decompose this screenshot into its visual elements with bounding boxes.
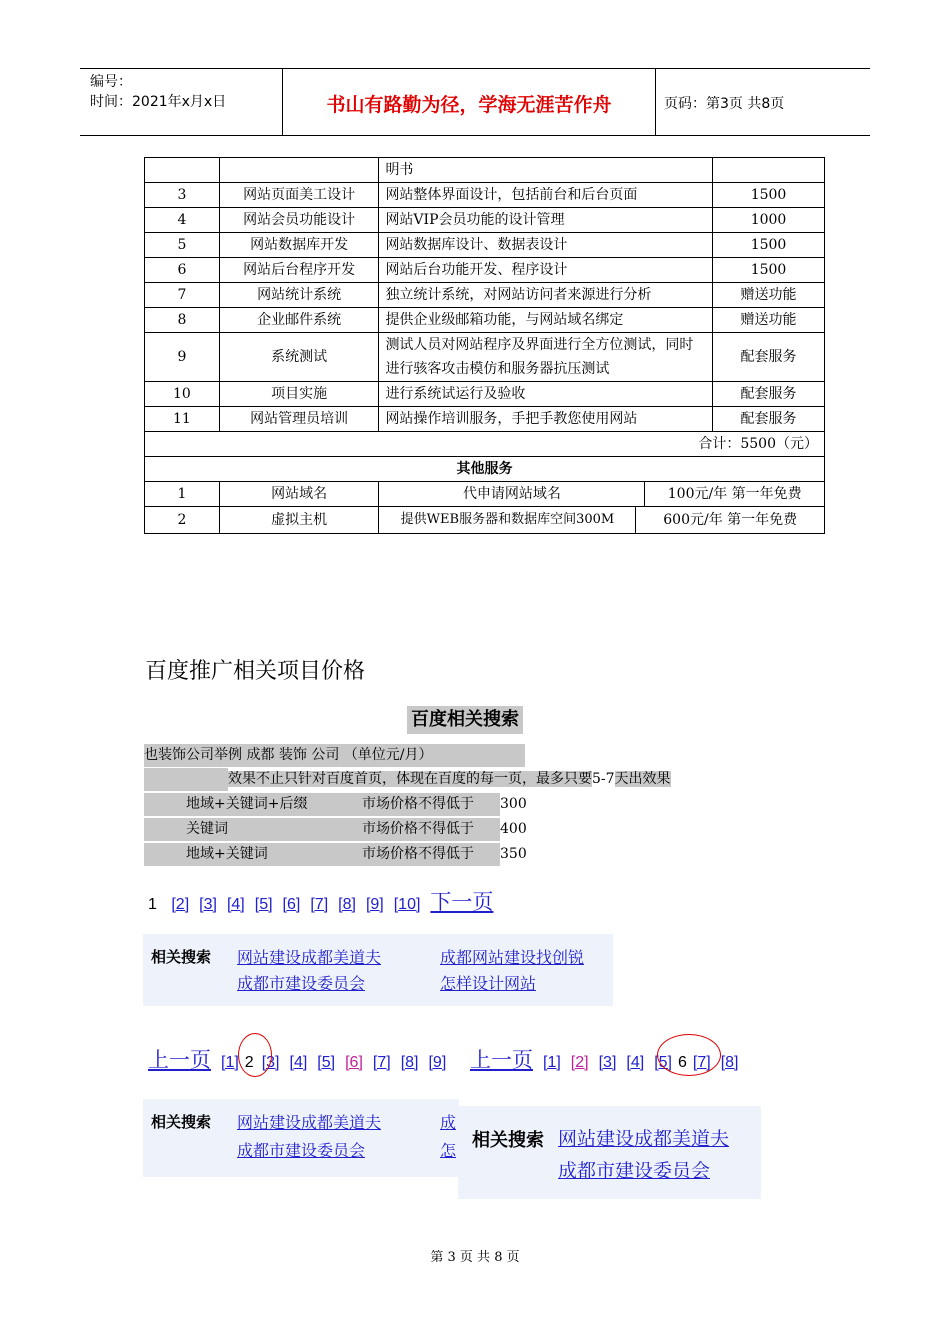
price-text: 市场价格不得低于	[362, 796, 474, 812]
table-row	[145, 308, 825, 333]
price-line	[144, 818, 527, 841]
row-desc: 提供企业级邮箱功能，与网站域名绑定	[379, 308, 713, 333]
header-page-number: 页码：第3页 共8页	[664, 96, 785, 112]
row-no: 3	[145, 183, 220, 208]
effect-line	[144, 768, 671, 791]
related-link[interactable]: 怎样设计网站	[440, 974, 537, 993]
row-name: 虚拟主机	[219, 507, 379, 534]
pager-link[interactable]: [1]	[543, 1054, 561, 1071]
table-row	[145, 507, 825, 534]
page-footer: 第 3 页 共 8 页	[430, 1250, 520, 1265]
table-row	[145, 333, 825, 382]
row-desc: 测试人员对网站程序及界面进行全方位测试，同时进行骇客攻击模仿和服务器抗压测试	[379, 333, 713, 382]
pager-link[interactable]: [6]	[282, 896, 301, 913]
row-desc: 网站整体界面设计，包括前台和后台页面	[379, 183, 713, 208]
row-price: 100元/年 第一年免费	[667, 486, 802, 502]
related-link[interactable]: 成都市建设委员会	[237, 974, 366, 993]
table-total-row	[145, 432, 825, 457]
row-no: 2	[145, 507, 220, 534]
pager-link[interactable]: [5]	[654, 1054, 672, 1071]
header-top-rule	[80, 68, 870, 69]
related-search-label: 相关搜索	[151, 948, 212, 966]
price-text: 市场价格不得低于	[362, 846, 474, 862]
pager-link[interactable]: [8]	[720, 1054, 739, 1071]
row-desc: 网站操作培训服务，手把手教您使用网站	[379, 407, 713, 432]
row-price: 600元/年 第一年免费	[663, 512, 798, 528]
price-text: 市场价格不得低于	[362, 821, 474, 837]
row-no: 8	[145, 308, 220, 333]
row-desc: 进行系统试运行及验收	[379, 382, 713, 407]
row-name	[219, 158, 379, 183]
other-services-title: 其他服务	[145, 457, 825, 482]
pager-link[interactable]: [5]	[254, 896, 273, 913]
other-services-header	[145, 457, 825, 482]
row-price: 1000	[713, 208, 825, 233]
row-no	[145, 158, 220, 183]
pager-current: 6	[677, 1054, 687, 1071]
pager-current: 1	[148, 896, 157, 913]
related-search-label: 相关搜索	[151, 1113, 212, 1131]
effect-days: 5-7	[592, 771, 615, 787]
related-link-clipped[interactable]: 怎	[440, 1141, 457, 1160]
price-line	[144, 793, 527, 816]
row-price: 配套服务	[713, 382, 825, 407]
table-row	[145, 283, 825, 308]
row-name: 项目实施	[219, 382, 379, 407]
table-row	[145, 233, 825, 258]
example-line: 也装饰公司举例 成都 装饰 公司 （单位元/月）	[144, 744, 525, 767]
pager-link[interactable]: [4]	[226, 896, 245, 913]
related-link-clipped[interactable]: 成	[440, 1113, 457, 1132]
table-row	[145, 258, 825, 283]
pager-link[interactable]: [10]	[393, 896, 421, 913]
table-row	[145, 208, 825, 233]
table-row	[145, 158, 825, 183]
related-search-box-3	[458, 1106, 761, 1199]
header-meta	[90, 72, 226, 112]
row-no: 10	[145, 382, 220, 407]
row-desc-price	[379, 507, 825, 534]
pager-link[interactable]: [9]	[428, 1054, 447, 1071]
price-label: 关键词	[186, 821, 228, 837]
row-name: 系统测试	[219, 333, 379, 382]
pager-1	[148, 886, 503, 916]
header-divider-1	[282, 68, 283, 136]
pager-link[interactable]: [7]	[372, 1054, 391, 1071]
row-desc: 代申请网站域名	[379, 482, 645, 506]
table-row	[145, 183, 825, 208]
pager-link[interactable]: [6]	[345, 1054, 363, 1071]
number-label: 编号：	[90, 74, 132, 90]
header-motto: 书山有路勤为径，学海无涯苦作舟	[326, 94, 612, 116]
pager-link[interactable]: [2]	[570, 1054, 589, 1071]
pager-2	[148, 1044, 458, 1074]
row-desc: 网站数据库设计、数据表设计	[379, 233, 713, 258]
related-link[interactable]: 网站建设成都美道夫	[558, 1128, 730, 1150]
row-price: 1500	[713, 183, 825, 208]
pager-link[interactable]: [1]	[221, 1054, 239, 1071]
price-label: 地域+关键词+后缀	[186, 796, 308, 812]
pager-link[interactable]: [4]	[289, 1054, 308, 1071]
pager-link[interactable]: [7]	[310, 896, 329, 913]
sub-title: 百度相关搜索	[407, 706, 523, 734]
row-desc-price	[379, 482, 825, 507]
row-name: 网站数据库开发	[219, 233, 379, 258]
row-price: 赠送功能	[713, 283, 825, 308]
section-title: 百度推广相关项目价格	[145, 659, 366, 684]
pager-current: 2	[244, 1054, 254, 1071]
price-value: 400	[500, 821, 527, 837]
row-no: 4	[145, 208, 220, 233]
related-search-box-2	[143, 1099, 459, 1177]
effect-text-end: 天出效果	[614, 771, 671, 787]
row-price: 1500	[713, 258, 825, 283]
row-name: 网站后台程序开发	[219, 258, 379, 283]
time-label: 时间：2021年x月x日	[90, 94, 227, 110]
row-no: 1	[145, 482, 220, 507]
row-name: 网站管理员培训	[219, 407, 379, 432]
header-divider-2	[655, 68, 656, 136]
pager-link[interactable]: [8]	[338, 896, 356, 913]
row-desc: 独立统计系统，对网站访问者来源进行分析	[379, 283, 713, 308]
row-price: 配套服务	[713, 407, 825, 432]
price-label: 地域+关键词	[186, 846, 268, 862]
related-link[interactable]: 成都网站建设找创锐	[440, 948, 585, 967]
row-name: 网站域名	[219, 482, 379, 507]
header-bottom-rule	[80, 135, 870, 136]
price-table	[144, 157, 825, 534]
related-link[interactable]: 网站建设成都美道夫	[237, 948, 382, 967]
pager-link[interactable]: [3]	[261, 1054, 280, 1071]
row-no: 6	[145, 258, 220, 283]
pager-link[interactable]: [3]	[598, 1054, 617, 1071]
row-no: 5	[145, 233, 220, 258]
highlight-circle	[657, 1034, 721, 1076]
pager-link[interactable]: [7]	[692, 1054, 711, 1071]
row-name: 网站统计系统	[219, 283, 379, 308]
row-price: 配套服务	[713, 333, 825, 382]
highlight-circle	[238, 1033, 272, 1077]
effect-text: 效果不止只针对百度首页，体现在百度的每一页，最多只要	[228, 771, 592, 787]
related-search-label: 相关搜索	[472, 1130, 544, 1151]
table-row	[145, 382, 825, 407]
row-price	[713, 158, 825, 183]
next-page-link[interactable]: 下一页	[430, 891, 494, 914]
price-value: 350	[500, 846, 527, 862]
price-value: 300	[500, 796, 527, 812]
pager-link[interactable]: [9]	[365, 896, 384, 913]
pager-link[interactable]: [4]	[626, 1054, 645, 1071]
row-no: 7	[145, 283, 220, 308]
table-row	[145, 482, 825, 507]
row-desc: 明书	[379, 158, 713, 183]
related-search-box-1	[143, 934, 613, 1006]
table-row	[145, 407, 825, 432]
row-name: 网站会员功能设计	[219, 208, 379, 233]
row-name: 企业邮件系统	[219, 308, 379, 333]
pager-link[interactable]: [8]	[400, 1054, 419, 1071]
related-link[interactable]: 成都市建设委员会	[237, 1141, 366, 1160]
pager-link[interactable]: [5]	[317, 1054, 336, 1071]
related-link[interactable]: 成都市建设委员会	[558, 1160, 711, 1182]
related-link[interactable]: 网站建设成都美道夫	[237, 1113, 382, 1132]
row-price: 赠送功能	[713, 308, 825, 333]
row-desc: 网站后台功能开发、程序设计	[379, 258, 713, 283]
pager-link[interactable]: [2]	[171, 896, 190, 913]
table-total: 合计：5500（元）	[145, 432, 825, 457]
row-name: 网站页面美工设计	[219, 183, 379, 208]
row-desc: 提供WEB服务器和数据库空间300M	[379, 507, 636, 533]
row-desc: 网站VIP会员功能的设计管理	[379, 208, 713, 233]
row-no: 11	[145, 407, 220, 432]
prev-page-link[interactable]: 上一页	[470, 1049, 533, 1072]
prev-page-link[interactable]: 上一页	[148, 1049, 211, 1072]
price-line	[144, 843, 527, 866]
pager-link[interactable]: [3]	[199, 896, 217, 913]
row-price: 1500	[713, 233, 825, 258]
row-no: 9	[145, 333, 220, 382]
